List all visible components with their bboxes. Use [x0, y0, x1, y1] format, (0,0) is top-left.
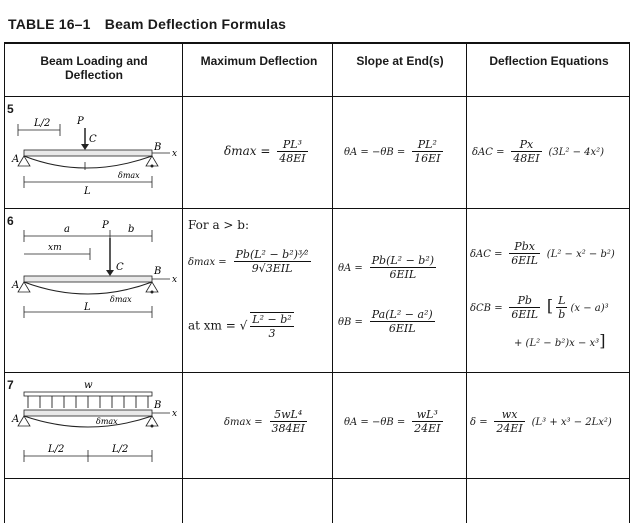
row-rule-1: [4, 208, 630, 209]
header-beam-loading: Beam Loading and Deflection: [40, 54, 148, 82]
slope-row7: θA = −θB = $\frac{\text{wL³}}{24EI}$: [344, 408, 441, 435]
span-label-L: L: [84, 302, 91, 313]
table-number: TABLE 16–1: [8, 16, 91, 32]
point-label-C: C: [116, 262, 124, 273]
deflection-eq-CB-line2: + (L² − b²)x − x³]: [514, 331, 606, 350]
col-rule-3: [466, 42, 467, 523]
table-top-rule: [4, 42, 630, 44]
load-label-w: w: [84, 380, 93, 391]
slope-B-row6: θB = $\frac{\text{Pa(L² − a²)}}{\text{6EIL}}$: [338, 308, 433, 335]
dim-label-xm: xm: [48, 243, 62, 253]
load-label-P: P: [77, 116, 84, 127]
max-deflection-row7: δmax = $\frac{\text{5wL⁴}}{384EI}$: [224, 408, 305, 435]
deflection-eq-CB-row6: δCB = $\frac{Pb}{\text{6EIL}}$ [ $\frac{L}{b}$ (x − a)³: [470, 294, 609, 321]
slope-row5: θA = −θB = $\frac{\text{PL²}}{16EI}$: [344, 138, 441, 165]
deflection-label: δmax: [96, 417, 118, 426]
dim-label-half-1: L/2: [48, 444, 65, 455]
load-label-P: P: [102, 220, 109, 231]
axis-label-x: x: [172, 275, 178, 285]
point-label-C: C: [89, 134, 97, 145]
support-label-A: A: [12, 414, 20, 425]
header-rule: [4, 96, 630, 97]
axis-label-x: x: [172, 409, 178, 419]
deflection-eq-row7: δ = $\frac{wx}{24EI}$ (L³ + x³ − 2Lx²): [470, 408, 612, 435]
deflection-label: δmax: [118, 171, 140, 180]
deflection-label: δmax: [110, 295, 132, 304]
row-rule-3: [4, 478, 630, 479]
beam-diagram-row6: [10, 214, 178, 354]
slope-A-row6: θA = $\frac{\text{Pb(L² − b²)}}{\text{6EIL}}$: [338, 254, 435, 281]
header-slope: Slope at End(s): [356, 54, 444, 68]
col-rule-4: [629, 42, 630, 523]
beam-diagram-row7: [10, 376, 178, 476]
xm-location: at xm = √ $\frac{\text{L² − b²}}{3}$: [188, 313, 292, 340]
condition-text: For a > b:: [188, 218, 250, 232]
axis-label-x: x: [172, 149, 178, 159]
row-number: 6: [7, 214, 14, 228]
support-label-A: A: [12, 280, 20, 291]
deflection-eq-row5: δAC = $\frac{Px}{48EI}$ (3L² − 4x²): [472, 138, 605, 165]
formula-table: [4, 42, 630, 523]
table-title: [8, 16, 286, 32]
beam-diagram-row5: [10, 100, 178, 204]
row-number: 5: [7, 102, 14, 116]
header-deflection-equations: Deflection Equations: [489, 54, 609, 68]
span-label-L: L: [84, 186, 91, 197]
dim-label-half-2: L/2: [112, 444, 129, 455]
dim-label-b: b: [128, 224, 135, 235]
support-label-A: A: [12, 154, 20, 165]
table-caption: Beam Deflection Formulas: [104, 16, 287, 32]
max-deflection-row5: δmax = $\frac{\text{PL³}}{48EI}$: [224, 138, 306, 165]
support-label-B: B: [154, 266, 162, 277]
dim-label-a: a: [64, 224, 70, 235]
max-deflection-row6: δmax = $\frac{\text{Pb(L² − b²)³⁄²}}{\text{9√3EIL}}$: [188, 248, 309, 275]
row-rule-2: [4, 372, 630, 373]
deflection-eq-AC-row6: δAC = $\frac{\text{Pbx}}{\text{6EIL}}$ (L² − x² − b²): [470, 240, 615, 267]
header-max-deflection: Maximum Deflection: [200, 54, 318, 68]
col-rule-1: [182, 42, 183, 523]
dim-label-half: L/2: [34, 118, 51, 129]
col-rule-2: [332, 42, 333, 523]
support-label-B: B: [154, 400, 162, 411]
support-label-B: B: [154, 142, 162, 153]
col-rule-0: [4, 42, 5, 523]
row-number: 7: [7, 378, 14, 392]
